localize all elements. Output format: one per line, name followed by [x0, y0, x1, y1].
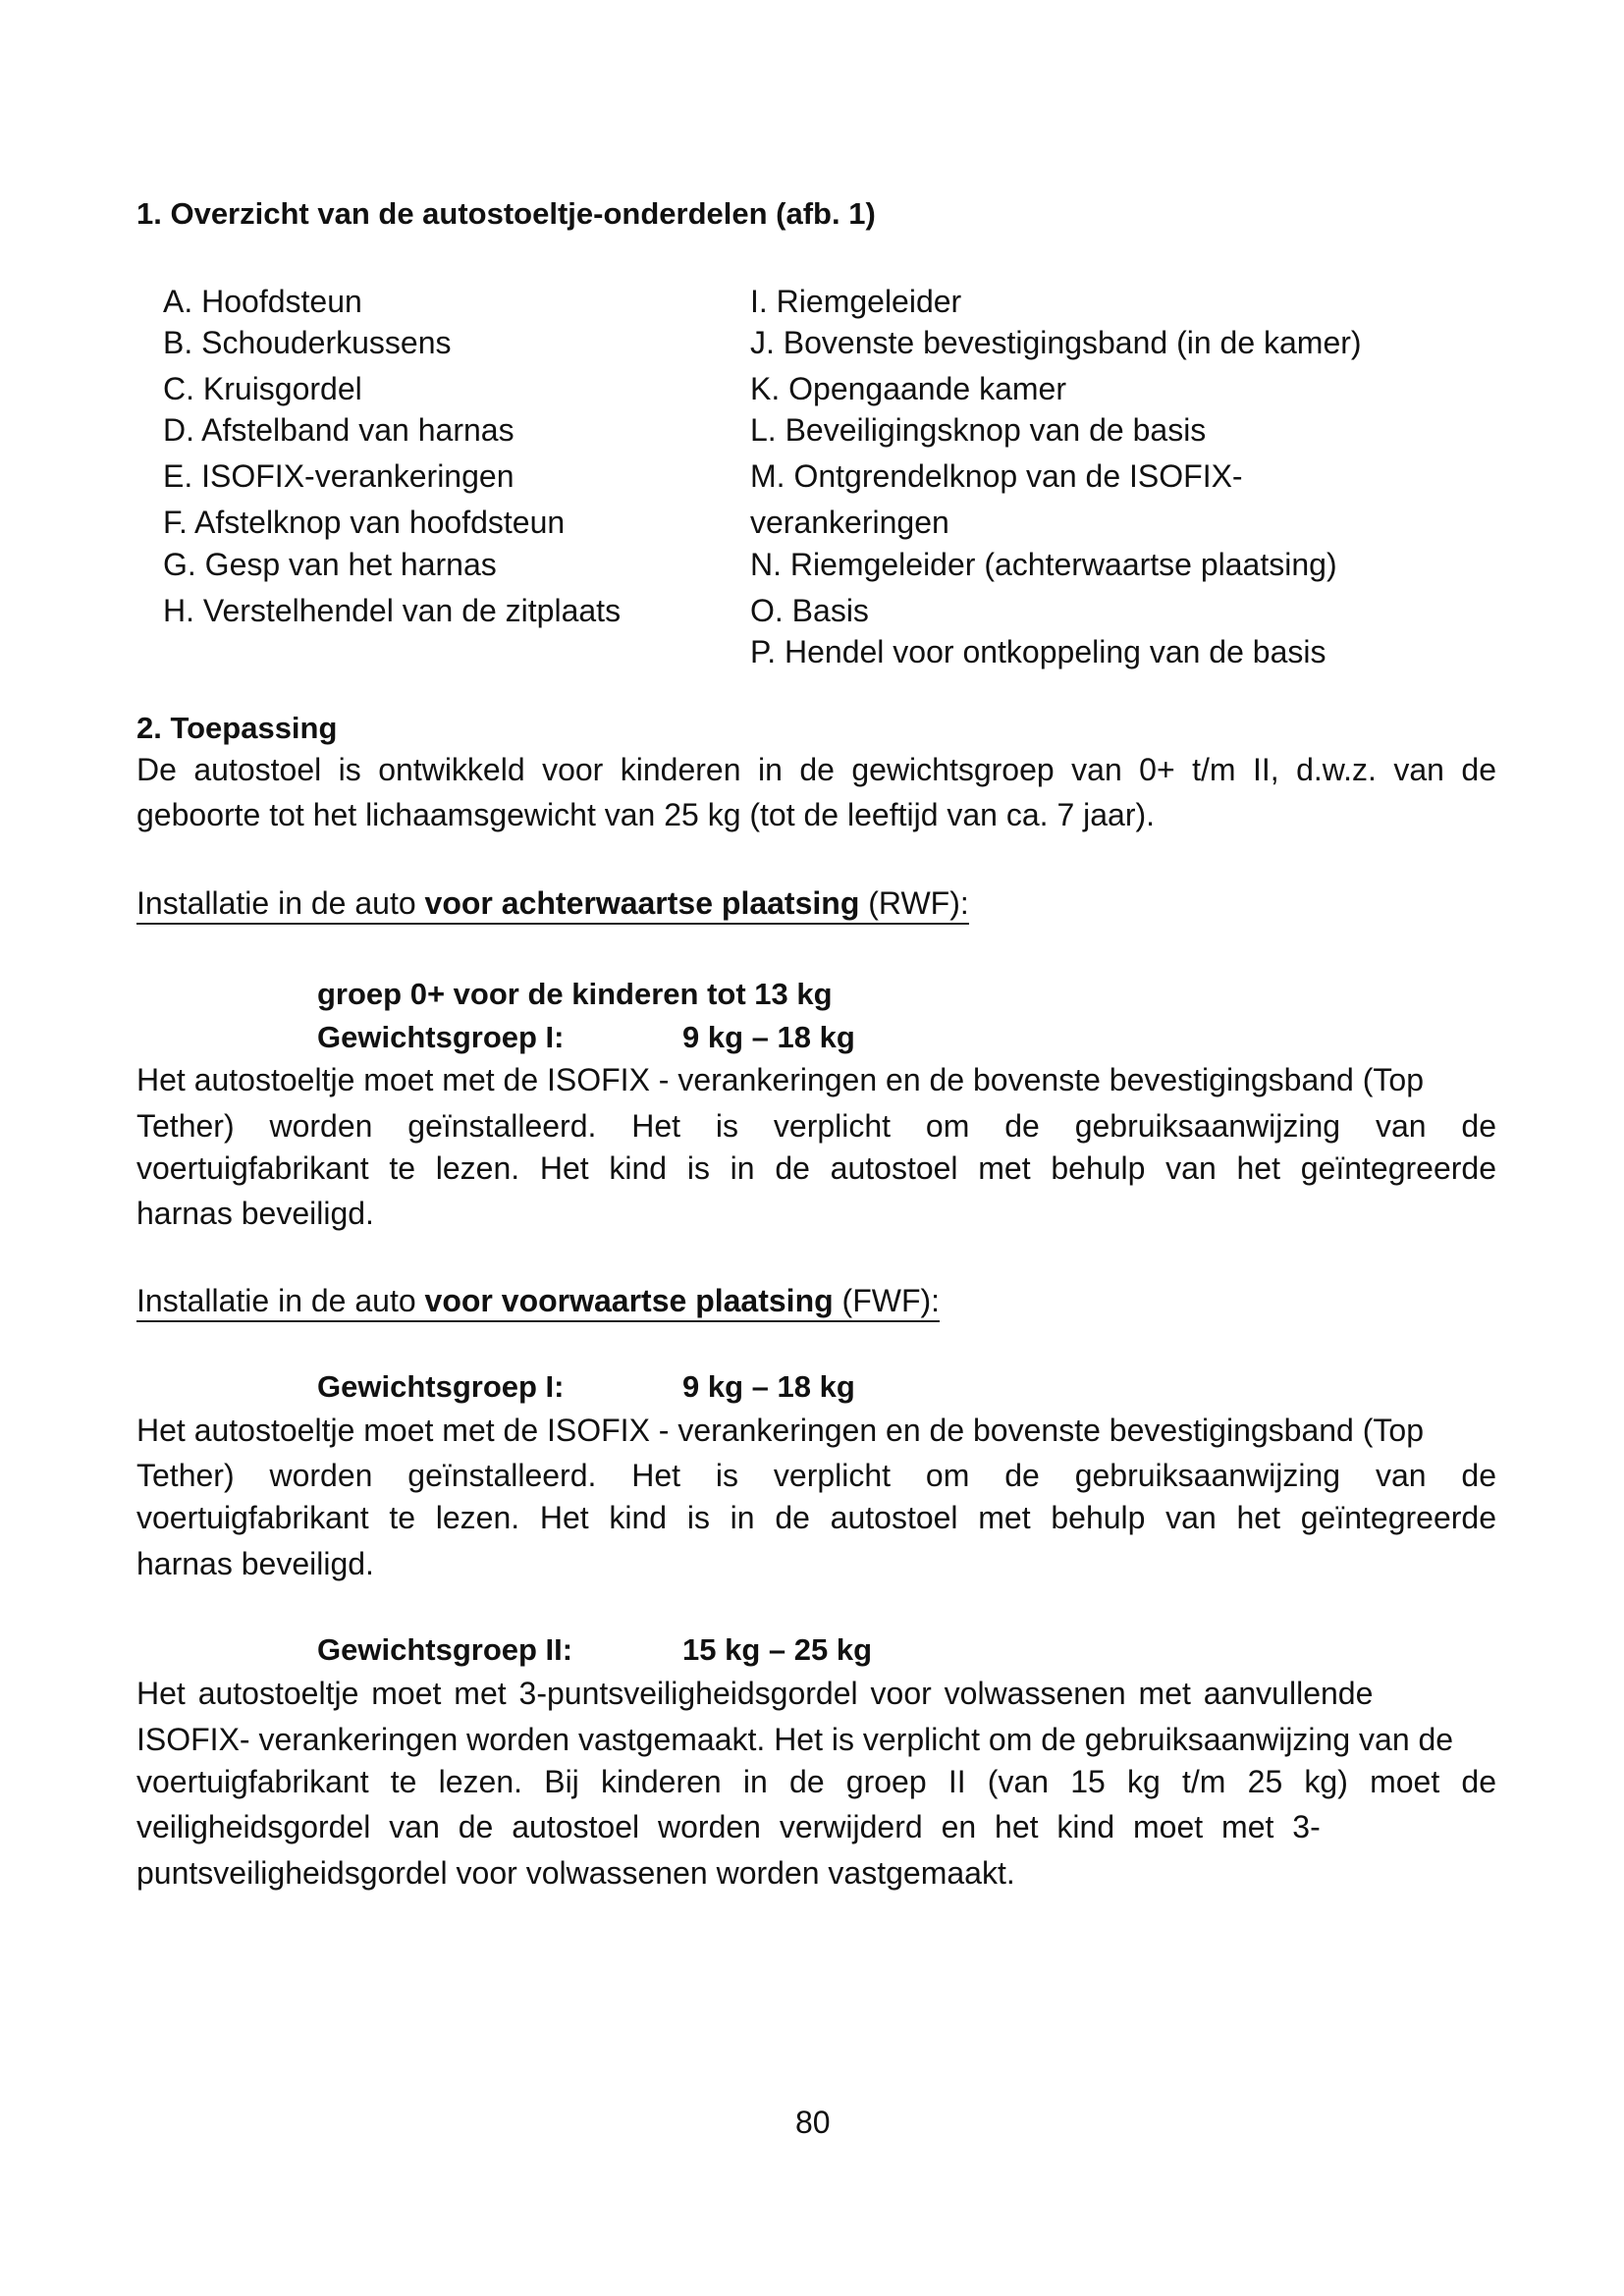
- rwf-group1-range: 9 kg – 18 kg: [682, 1020, 855, 1054]
- paragraph-line: harnas beveiligd.: [136, 1546, 374, 1581]
- list-item: A. Hoofdsteun: [163, 284, 362, 319]
- list-item: D. Afstelband van harnas: [163, 412, 514, 448]
- rwf-group1-label: Gewichtsgroep I:: [317, 1020, 565, 1054]
- paragraph-line: voertuigfabrikant te lezen. Het kind is in de autostoel met behulp van het geïntegreerde: [136, 1150, 1496, 1186]
- paragraph-line: geboorte tot het lichaamsgewicht van 25 kg (tot de leeftijd van ca. 7 jaar).: [136, 797, 1156, 832]
- section1-heading: 1. Overzicht van de autostoeltje-onderdelen (afb. 1): [136, 196, 876, 231]
- list-item: E. ISOFIX-verankeringen: [163, 458, 514, 494]
- list-item: O. Basis: [750, 593, 869, 628]
- list-item: P. Hendel voor ontkoppeling van de basis: [750, 634, 1326, 669]
- list-item: L. Beveiligingsknop van de basis: [750, 412, 1207, 448]
- section2-heading: 2. Toepassing: [136, 711, 338, 745]
- list-item: C. Kruisgordel: [163, 371, 362, 406]
- fwf-group2-range: 15 kg – 25 kg: [682, 1632, 873, 1667]
- list-item: G. Gesp van het harnas: [163, 547, 497, 582]
- paragraph-line: voertuigfabrikant te lezen. Het kind is in de autostoel met behulp van het geïntegreerde: [136, 1500, 1496, 1535]
- list-item: verankeringen: [750, 505, 949, 540]
- paragraph-line: voertuigfabrikant te lezen. Bij kinderen in de groep II (van 15 kg t/m 25 kg) moet de: [136, 1764, 1496, 1799]
- page-number: 80: [795, 2105, 831, 2140]
- paragraph-line: puntsveiligheidsgordel voor volwassenen worden vastgemaakt.: [136, 1855, 1015, 1891]
- paragraph-line: Tether) worden geïnstalleerd. Het is verplicht om de gebruiksaanwijzing van de: [136, 1458, 1496, 1493]
- list-item: H. Verstelhendel van de zitplaats: [163, 593, 622, 628]
- paragraph-line: De autostoel is ontwikkeld voor kinderen in de gewichtsgroep van 0+ t/m II, d.w.z. van de: [136, 752, 1496, 787]
- paragraph-line: ISOFIX- verankeringen worden vastgemaakt. Het is verplicht om de gebruiksaanwijzing van de: [136, 1722, 1454, 1757]
- list-item: I. Riemgeleider: [750, 284, 962, 319]
- list-item: M. Ontgrendelknop van de ISOFIX-: [750, 458, 1243, 494]
- rwf-group0-label: groep 0+ voor de kinderen tot 13 kg: [317, 977, 833, 1011]
- rwf-subheading: Installatie in de auto voor achterwaartse plaatsing (RWF):: [136, 885, 969, 925]
- fwf-subheading: Installatie in de auto voor voorwaartse plaatsing (FWF):: [136, 1283, 940, 1322]
- fwf-group1-label: Gewichtsgroep I:: [317, 1369, 565, 1404]
- list-item: F. Afstelknop van hoofdsteun: [163, 505, 566, 540]
- fwf-group1-range: 9 kg – 18 kg: [682, 1369, 855, 1404]
- list-item: K. Opengaande kamer: [750, 371, 1066, 406]
- fwf-group2-label: Gewichtsgroep II:: [317, 1632, 573, 1667]
- list-item: N. Riemgeleider (achterwaartse plaatsing): [750, 547, 1337, 582]
- paragraph-line: Het autostoeltje moet met 3-puntsveiligheidsgordel voor volwassenen met aanvullende: [136, 1676, 1374, 1711]
- paragraph-line: Het autostoeltje moet met de ISOFIX - verankeringen en de bovenste bevestigingsband (Top: [136, 1062, 1424, 1097]
- paragraph-line: harnas beveiligd.: [136, 1196, 374, 1231]
- list-item: J. Bovenste bevestigingsband (in de kamer): [750, 325, 1362, 360]
- paragraph-line: veiligheidsgordel van de autostoel worden verwijderd en het kind moet met 3-: [136, 1809, 1321, 1844]
- paragraph-line: Tether) worden geïnstalleerd. Het is verplicht om de gebruiksaanwijzing van de: [136, 1108, 1496, 1144]
- list-item: B. Schouderkussens: [163, 325, 452, 360]
- paragraph-line: Het autostoeltje moet met de ISOFIX - verankeringen en de bovenste bevestigingsband (Top: [136, 1413, 1424, 1448]
